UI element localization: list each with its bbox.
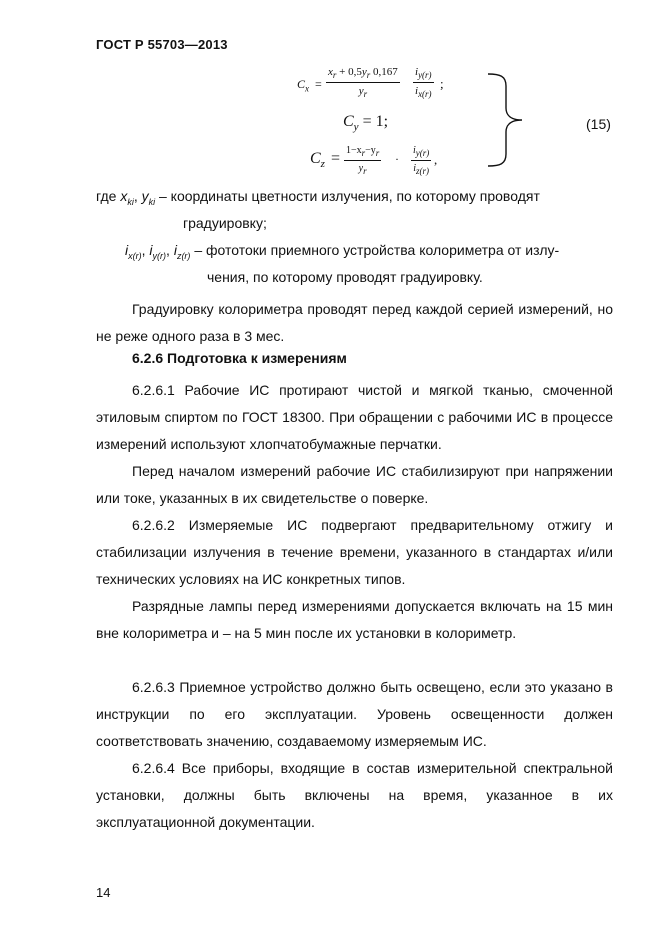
formula-cz-fraction: $\frac{1-x_r-y_r}{y_r}$ — [346, 145, 380, 176]
formula-cz-lhs: $C_z$ = — [310, 150, 340, 171]
where-coordinates-cont: градуировку; — [183, 215, 267, 231]
where-coordinates: где $x_{ki}$, $y_{ki}$ – координаты цветности излучения, по которому проводят — [96, 188, 540, 207]
formula-cx-lhs: $C_x$ = — [297, 77, 322, 94]
formula-15 — [0, 0, 661, 180]
formula-cy: $C_y = 1$; — [343, 113, 389, 134]
formula-cx-end: ; — [440, 76, 444, 91]
paragraph-6-2-6-4: 6.2.6.4 Все приборы, входящие в состав измерительной спектральной установки, должны быть включены на время, указанное в их эксплуатационной документации. — [96, 760, 613, 830]
formula-cz-current-ratio: $\frac{i_{y(r)}}{i_{z(r)}}$ — [413, 145, 430, 176]
equation-number: (15) — [586, 116, 611, 132]
document-header: ГОСТ Р 55703—2013 — [96, 37, 228, 52]
where-photocurrents-cont: чения, по которому проводят градуировку. — [207, 269, 483, 285]
right-brace — [486, 72, 526, 168]
where-photocurrents: $i_{x(r)}$, $i_{y(r)}$, $i_{z(r)}$ – фототоки приемного устройства колориметра от излу- — [125, 242, 560, 261]
formula-cz-dot: · — [395, 152, 399, 166]
paragraph-6-2-6-3: 6.2.6.3 Приемное устройство должно быть освещено, если это указано в инструкции по его эксплуатации. Уровень освещенности должен соответствовать значению, создаваемому измеряемым ИС. — [96, 679, 613, 749]
formula-cx-current-ratio: $\frac{i_{y(r)}}{i_{x(r)}}$ — [415, 66, 432, 100]
page-number: 14 — [96, 885, 111, 900]
formula-cz-end: , — [434, 152, 438, 167]
formula-cx-fraction: $\frac{x_r + 0,5y_r 0,167}{y_r}$ — [328, 66, 398, 100]
paragraph-calibration: Градуировку колориметра проводят перед каждой серией измерений, но не реже одного раза в 3 мес. — [96, 301, 613, 344]
paragraph-6-2-6-1: 6.2.6.1 Рабочие ИС протирают чистой и мягкой тканью, смоченной этиловым спиртом по ГОСТ 18300. При обращении с рабочими ИС в процессе измерений используют хлопчатобумажные перчатки. — [96, 382, 613, 452]
paragraph-stabilization: Перед началом измерений рабочие ИС стабилизируют при напряжении или токе, указанных в их свидетельстве о поверке. — [96, 463, 613, 506]
section-heading-6-2-6: 6.2.6 Подготовка к измерениям — [132, 350, 347, 366]
paragraph-6-2-6-2: 6.2.6.2 Измеряемые ИС подвергают предварительному отжигу и стабилизации излучения в течение времени, указанного в стандартах и/или технических условиях на ИС конкретных типов. — [96, 517, 613, 587]
paragraph-discharge-lamps: Разрядные лампы перед измерениями допускается включать на 15 мин вне колориметра и – на 5 мин после их установки в колориметр. — [96, 598, 613, 641]
